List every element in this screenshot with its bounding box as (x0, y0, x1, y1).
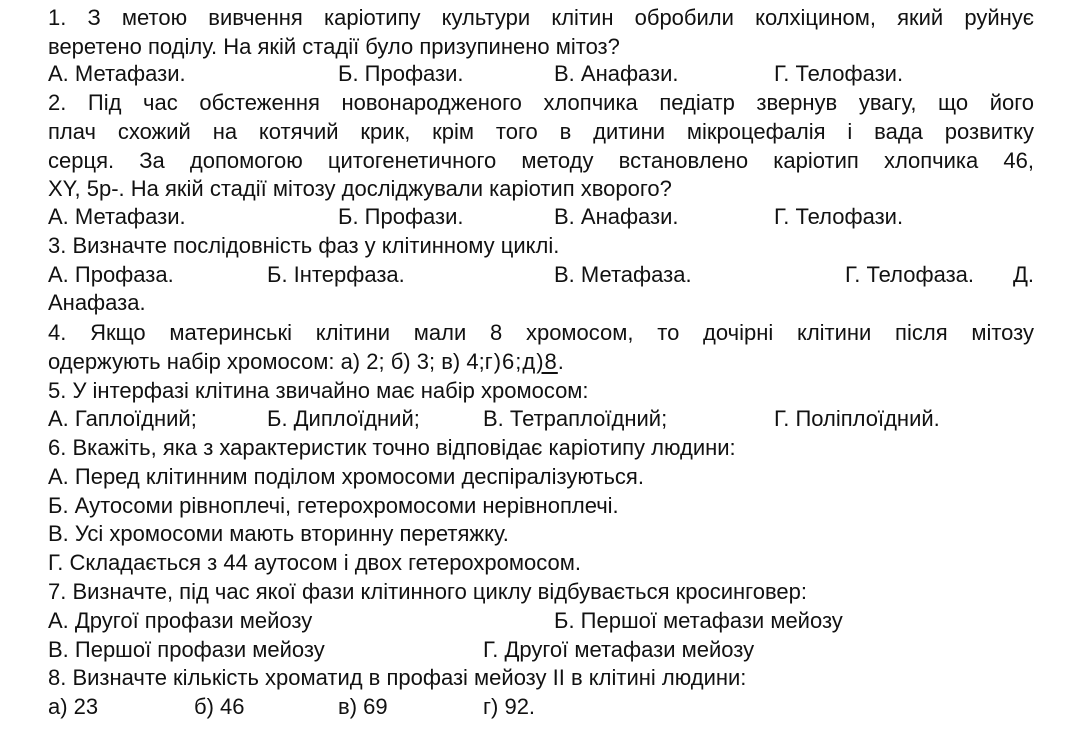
question-6-text: 6. Вкажіть, яка з характеристик точно відповідає каріотипу людини: (48, 435, 736, 460)
q5-option-d: Г. Поліплоїдний. (774, 406, 940, 431)
q4-line2-end: . (557, 349, 564, 374)
q8-option-c: в) 69 (338, 694, 388, 719)
q5-option-a: А. Гаплоїдний; (48, 406, 197, 431)
question-2-text-line-1: 2. Під час обстеження новонародженого хлопчика педіатр звернув увагу, що його (48, 90, 1034, 115)
q1-option-c: В. Анафази. (554, 61, 679, 86)
q7-option-d: Г. Другої метафази мейозу (483, 637, 755, 662)
question-1-text-line-2: веретено поділу. На якій стадії було призупинено мітоз? (48, 34, 620, 59)
question-8-options (48, 692, 1034, 721)
question-7-options-row-1 (48, 606, 1034, 635)
q4-underlined-answer: д)8 (522, 349, 558, 374)
q3-option-e: Д. (1012, 262, 1034, 287)
q3-option-b: Б. Інтерфаза. (267, 262, 405, 287)
question-5-text: 5. У інтерфазі клітина звичайно має набір хромосом: (48, 378, 589, 403)
q8-option-a: а) 23 (48, 694, 99, 719)
question-1-text-line-1: 1. З метою вивчення каріотипу культури клітин обробили колхіцином, який руйнує (48, 5, 1034, 30)
q6-option-c: В. Усі хромосоми мають вторинну перетяжку. (48, 521, 509, 546)
q1-option-a: А. Метафази. (48, 61, 186, 86)
question-8-text: 8. Визначте кількість хроматид в профазі мейозу ІІ в клітині людини: (48, 665, 747, 690)
question-7-options-row-2 (48, 635, 1034, 664)
q1-option-d: Г. Телофази. (774, 61, 904, 86)
question-7-text: 7. Визначте, під час якої фази клітинного циклу відбувається кросинговер: (48, 579, 807, 604)
question-4-text-line-2 (48, 347, 564, 376)
question-1-options (48, 59, 1034, 88)
q3-option-c: В. Метафаза. (554, 262, 692, 287)
q5-option-c: В. Тетраплоїдний; (483, 406, 668, 431)
q3-option-e-wrap: Анафаза. (48, 290, 146, 315)
q2-option-c: В. Анафази. (554, 204, 679, 229)
q3-option-a: А. Профаза. (48, 262, 174, 287)
q8-option-d: г) 92. (483, 694, 536, 719)
q2-option-a: А. Метафази. (48, 204, 186, 229)
question-5-options (48, 404, 1034, 433)
q8-option-b: б) 46 (194, 694, 245, 719)
q6-option-d: Г. Складається з 44 аутосом і двох гетерохромосом. (48, 550, 581, 575)
q3-option-d: Г. Телофаза. (845, 262, 975, 287)
q4-line2-main: одержують набір хромосом: а) 2; б) 3; в) 4; (48, 349, 485, 374)
q6-option-a: А. Перед клітинним поділом хромосоми деспіралізуються. (48, 464, 644, 489)
question-4-text-line-1: 4. Якщо материнські клітини мали 8 хромосом, то дочірні клітини після мітозу (48, 320, 1034, 345)
q2-option-d: Г. Телофази. (774, 204, 904, 229)
q5-option-b: Б. Диплоїдний; (267, 406, 420, 431)
question-2-text-line-3: серця. За допомогою цитогенетичного методу встановлено каріотип хлопчика 46, (48, 148, 1034, 173)
question-2-text-line-2: плач схожий на котячий крик, крім того в дитини мікроцефалія і вада розвитку (48, 119, 1034, 144)
q7-option-a: А. Другої профази мейозу (48, 608, 313, 633)
question-3-text: 3. Визначте послідовність фаз у клітинному циклі. (48, 233, 560, 258)
q1-option-b: Б. Профази. (338, 61, 464, 86)
q7-option-c: В. Першої профази мейозу (48, 637, 325, 662)
question-2-text-line-4: XY, 5p-. На якій стадії мітозу досліджували каріотип хворого? (48, 176, 672, 201)
q6-option-b: Б. Аутосоми рівноплечі, гетерохромосоми нерівноплечі. (48, 493, 619, 518)
q7-option-b: Б. Першої метафази мейозу (554, 608, 843, 633)
q4-answer-g: г)6; (484, 349, 523, 374)
q2-option-b: Б. Профази. (338, 204, 464, 229)
question-2-options (48, 202, 1034, 231)
question-3-options (48, 260, 1034, 289)
